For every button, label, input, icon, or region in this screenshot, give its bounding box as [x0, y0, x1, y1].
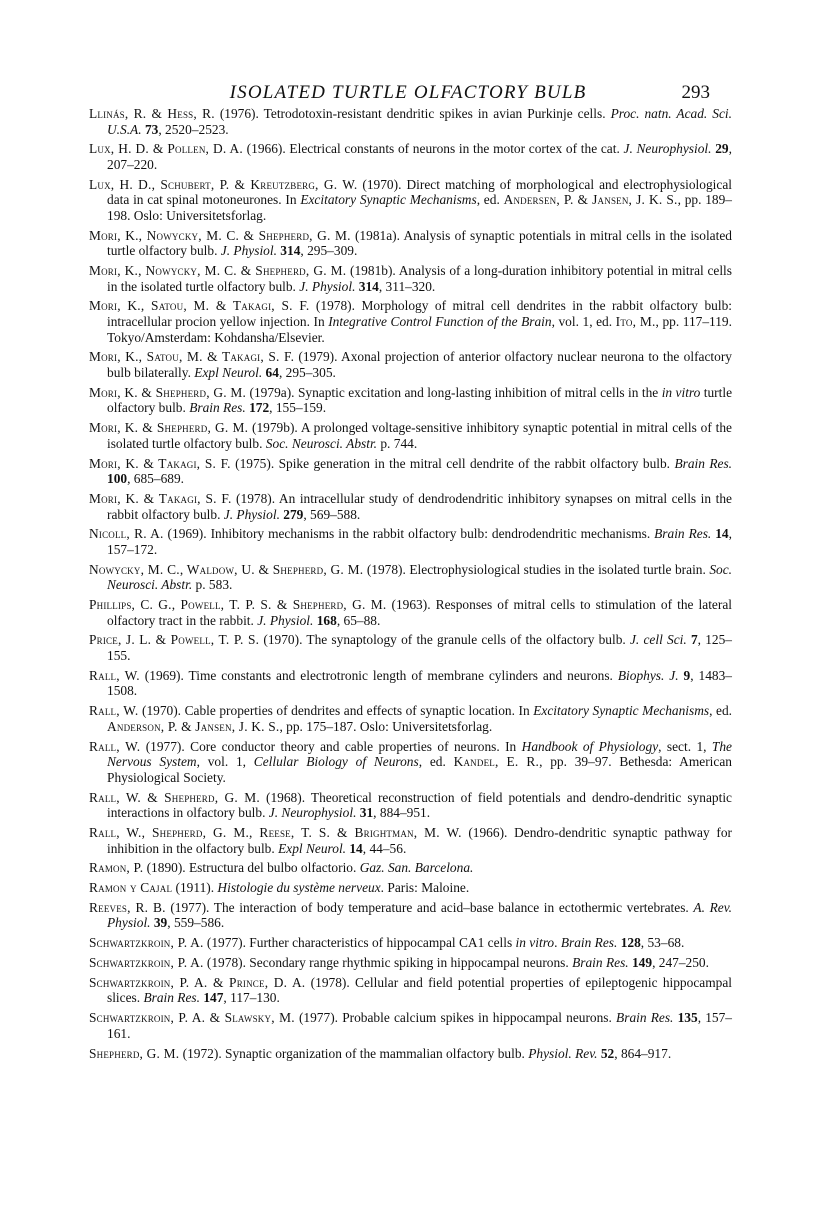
reference-entry — [89, 228, 732, 259]
reference-authors: Rall, W., Shepherd, G. M., Reese, T. S. & Brightman, M. W. — [89, 824, 462, 840]
reference-volume: 73 — [141, 121, 159, 137]
reference-journal: Histologie du système nerveux — [217, 880, 381, 896]
reference-year: (1970). — [357, 176, 407, 192]
reference-journal3: Cellular Biology of Neurons — [253, 754, 419, 770]
reference-tail: , pp. 189–198. Oslo: Universitetsforlag. — [107, 192, 733, 223]
reference-authors: Shepherd, G. M. — [89, 1045, 180, 1061]
reference-pages: , 295–305. — [278, 365, 336, 381]
reference-journal: Handbook of Physiology — [521, 738, 659, 754]
reference-journal: Brain Res. — [143, 990, 200, 1006]
reference-authors: Schwartzkroin, P. A. & Slawsky, M. — [89, 1010, 295, 1026]
reference-year: (1975). — [230, 455, 279, 471]
reference-journal: Brain Res. — [572, 955, 629, 970]
reference-volume: 279 — [279, 506, 304, 522]
reference-journal: Physiol. Rev. — [528, 1045, 598, 1061]
reference-entry — [89, 860, 732, 876]
reference-authors: Nicoll, R. A. — [89, 526, 164, 542]
reference-journal: J. Neurophysiol. — [623, 141, 712, 157]
reference-volume: 314 — [276, 243, 301, 259]
reference-journal: Brain Res. — [560, 935, 618, 951]
reference-volume: 39 — [150, 915, 168, 931]
reference-journal: Integrative Control Function of the Brain — [328, 314, 552, 330]
reference-volume: 7 — [686, 632, 698, 648]
reference-authors: Mori, K. & Shepherd, G. M. — [89, 384, 247, 400]
reference-year: (1911). — [172, 880, 218, 896]
reference-year: (1981b). — [346, 263, 399, 279]
reference-title: Cellular and field potential properties of epileptogenic hippocampal slices. — [107, 974, 732, 1006]
reference-year: (1969). — [139, 667, 189, 683]
reference-authors: Schwartzkroin, P. A. — [89, 935, 204, 951]
reference-volume: 9 — [678, 667, 691, 683]
reference-year: (1890). — [143, 860, 189, 876]
reference-title: Inhibitory mechanisms in the rabbit olfactory bulb: dendrodendritic mechanisms. — [210, 526, 655, 542]
reference-year: (1977). — [165, 899, 214, 915]
reference-authors: Reeves, R. B. — [89, 899, 166, 915]
reference-year: (1978). — [305, 974, 356, 990]
reference-authors: Mori, K., Nowycky, M. C. & Shepherd, G. M. — [89, 263, 347, 279]
reference-entry — [89, 491, 732, 522]
reference-volume: 14 — [711, 526, 729, 542]
reference-title: Analysis of a long-duration inhibitory potential in mitral cells in the isolated turtle olfactory bulb. — [107, 263, 732, 294]
reference-title: Secondary range rhythmic spiking in hippocampal neurons. — [249, 955, 573, 970]
reference-title: Dendro-dendritic synaptic pathway for inhibition in the olfactory bulb. — [107, 824, 732, 856]
reference-title: The interaction of body temperature and acid–base balance in ectothermic vertebrates. — [213, 899, 694, 915]
reference-entry — [89, 955, 732, 971]
reference-authors: Rall, W. & Shepherd, G. M. — [89, 789, 260, 805]
reference-title: Probable calcium spikes in hippocampal neurons. — [342, 1010, 617, 1026]
reference-year: (1979a). — [246, 384, 298, 400]
reference-title: Theoretical reconstruction of field potentials and dendro-dendritic synaptic interactions in olfactory bulb. — [107, 789, 732, 821]
reference-authors: Ramon y Cajal — [89, 880, 173, 896]
reference-journal: Gaz. San. Barcelona. — [359, 860, 474, 876]
reference-editors: Andersen, P. & Jansen, J. K. S. — [503, 192, 678, 208]
reference-entry — [89, 385, 732, 416]
reference-authors: Price, J. L. & Powell, T. P. S. — [89, 632, 260, 648]
reference-journal: Brain Res. — [189, 400, 246, 416]
reference-title: Further characteristics of hippocampal CA1 cells — [249, 935, 516, 951]
reference-title: Responses of mitral cells to stimulation of the lateral olfactory tract in the rabbit. — [107, 597, 733, 628]
reference-editors: Anderson, P. & Jansen, J. K. S. — [107, 718, 280, 734]
reference-authors: Lux, H. D. & Pollen, D. A. — [89, 141, 243, 157]
reference-authors: Mori, K. & Takagi, S. F. — [89, 490, 232, 506]
running-title: ISOLATED TURTLE OLFACTORY BULB — [229, 82, 587, 103]
reference-entry — [89, 668, 732, 699]
reference-title: A prolonged voltage-sensitive inhibitory synaptic potential in mitral cells of the isolated turtle olfactory bulb. — [107, 420, 732, 451]
reference-entry — [89, 263, 732, 294]
reference-volume: 100 — [107, 471, 128, 487]
reference-pages: , 2520–2523. — [158, 121, 229, 137]
reference-pages: p. 744. — [377, 435, 418, 451]
reference-mid2: , ed. — [418, 754, 454, 770]
reference-title-tail: . — [554, 935, 561, 951]
reference-pages: , 125–155. — [107, 632, 732, 664]
reference-title: Tetrodotoxin-resistant dendritic spikes in avian Purkinje cells. — [263, 106, 611, 121]
reference-pages: , 569–588. — [303, 506, 361, 522]
reference-editors: Ito, M. — [615, 314, 656, 330]
reference-authors: Mori, K. & Takagi, S. F. — [89, 455, 231, 471]
reference-entry — [89, 106, 732, 137]
reference-mid: , vol. 1, — [196, 754, 254, 770]
reference-authors: Phillips, C. G., Powell, T. P. S. & Shepherd, G. M. — [89, 597, 387, 613]
reference-pages: , 685–689. — [127, 471, 185, 487]
reference-pages: , 1483–1508. — [107, 667, 732, 699]
reference-authors: Mori, K., Satou, M. & Takagi, S. F. — [89, 349, 295, 365]
reference-pages: , ed. — [709, 703, 732, 719]
reference-volume: 31 — [356, 805, 374, 821]
reference-entry — [89, 526, 732, 557]
reference-title: Electrical constants of neurons in the motor cortex of the cat. — [289, 141, 624, 157]
reference-volume: 29 — [711, 141, 729, 157]
reference-pages: p. 583. — [192, 577, 233, 593]
reference-title: Analysis of synaptic potentials in mitral cells in the isolated turtle olfactory bulb. — [107, 227, 732, 259]
reference-entry — [89, 420, 732, 451]
reference-volume: 147 — [199, 990, 224, 1006]
reference-journal: J. Physiol. — [223, 506, 280, 522]
reference-title: Synaptic excitation and long-lasting inhibition of mitral cells in the — [297, 384, 662, 400]
reference-title: Core conductor theory and cable properties of neurons. In — [190, 738, 522, 754]
page-number: 293 — [681, 82, 710, 103]
reference-journal: A. Rev. Physiol. — [107, 899, 732, 931]
reference-entry — [89, 298, 732, 345]
reference-volume: 135 — [673, 1010, 698, 1026]
reference-journal: Expl Neurol. — [194, 365, 263, 381]
reference-pages: , sect. 1, — [658, 738, 712, 754]
reference-title: Morphology of mitral cell dendrites in the rabbit olfactory bulb: intracellular procion yellow injection. In — [107, 298, 732, 330]
reference-journal: Biophys. J. — [617, 667, 679, 683]
reference-pages: , 864–917. — [614, 1045, 672, 1061]
reference-year: (1977). — [140, 738, 191, 754]
reference-journal: Expl Neurol. — [278, 840, 347, 856]
reference-year: (1966). — [461, 824, 515, 840]
reference-volume: 172 — [245, 400, 270, 416]
reference-authors: Llinás, R. & Hess, R. — [89, 106, 215, 121]
reference-authors: Lux, H. D., Schubert, P. & Kreutzberg, G. W. — [89, 176, 358, 192]
reference-entry — [89, 975, 732, 1006]
reference-title-tail: turtle olfactory bulb. — [107, 384, 733, 416]
reference-tail: , pp. 175–187. Oslo: Universitetsforlag. — [279, 718, 493, 734]
reference-pages: , 155–159. — [269, 400, 327, 416]
reference-pages: , 247–250. — [652, 955, 709, 970]
reference-pages: , ed. — [476, 192, 504, 208]
reference-title: Estructura del bulbo olfactorio. — [189, 860, 360, 876]
reference-year: (1977). — [203, 935, 250, 951]
reference-volume: 128 — [617, 935, 641, 951]
reference-journal: J. Physiol. — [220, 243, 277, 259]
reference-journal: J. Physiol. — [257, 612, 314, 628]
reference-year: (1963). — [386, 597, 436, 613]
reference-year: (1978). — [231, 490, 279, 506]
reference-year: (1972). — [179, 1045, 226, 1061]
reference-journal: Excitatory Synaptic Mechanisms — [300, 192, 477, 208]
reference-pages: , 117–130. — [223, 990, 280, 1006]
reference-journal: Soc. Neurosci. Abstr. — [107, 561, 732, 593]
reference-title: Direct matching of morphological and electrophysiological data in cat spinal motoneurones. In — [107, 176, 732, 208]
reference-title: Electrophysiological studies in the isolated turtle brain. — [409, 561, 710, 577]
reference-authors: Rall, W. — [89, 703, 139, 719]
reference-entry — [89, 456, 732, 487]
reference-volume: 168 — [313, 612, 337, 628]
reference-pages: , 207–220. — [107, 141, 732, 172]
reference-volume: 314 — [355, 278, 379, 294]
reference-pages: , 311–320. — [378, 278, 436, 294]
reference-year: (1979b). — [248, 420, 301, 436]
reference-tail: , pp. 117–119. Tokyo/Amsterdam: Kohdansha/Elsevier. — [107, 314, 732, 345]
reference-entry — [89, 597, 732, 628]
reference-title-it: in vitro — [515, 935, 555, 951]
reference-entry — [89, 1046, 732, 1062]
reference-authors: Schwartzkroin, P. A. — [89, 955, 204, 970]
reference-year: (1969). — [163, 526, 211, 542]
reference-entry — [89, 562, 732, 593]
reference-journal2: The Nervous System — [107, 738, 732, 770]
reference-journal: Soc. Neurosci. Abstr. — [265, 435, 378, 451]
reference-title: Time constants and electrotronic length of membrane cylinders and neurons. — [188, 667, 618, 683]
reference-entry — [89, 703, 732, 734]
reference-year: (1978). — [203, 955, 250, 970]
reference-year: (1966). — [242, 141, 290, 157]
reference-entry — [89, 177, 732, 224]
reference-authors: Nowycky, M. C., Waldow, U. & Shepherd, G. M. — [89, 561, 364, 577]
reference-year: (1968). — [259, 789, 311, 805]
reference-journal: J. Physiol. — [299, 278, 356, 294]
reference-pages: , 884–951. — [373, 805, 431, 821]
reference-entry — [89, 900, 732, 931]
reference-entry — [89, 880, 732, 896]
running-head — [0, 82, 816, 106]
reference-pages: , vol. 1, ed. — [551, 314, 616, 330]
reference-pages: , 53–68. — [640, 935, 685, 951]
reference-year: (1978). — [309, 298, 362, 314]
reference-volume: 64 — [262, 365, 279, 381]
reference-title: The synaptology of the granule cells of the olfactory bulb. — [306, 632, 630, 648]
reference-pages: , 157–161. — [107, 1010, 732, 1041]
reference-pages: , 295–309. — [300, 243, 358, 259]
reference-authors: Rall, W. — [89, 738, 141, 754]
reference-authors: Mori, K., Satou, M. & Takagi, S. F. — [89, 298, 310, 314]
reference-year: (1970). — [138, 703, 185, 719]
reference-authors: Schwartzkroin, P. A. & Prince, D. A. — [89, 974, 306, 990]
reference-journal: Proc. natn. Acad. Sci. U.S.A. — [107, 106, 732, 137]
reference-journal: J. cell Sci. — [629, 632, 687, 648]
reference-editors: Kandel, E. R. — [453, 754, 540, 770]
reference-year: (1976). — [214, 106, 264, 121]
reference-authors: Mori, K., Nowycky, M. C. & Shepherd, G. M. — [89, 227, 351, 243]
reference-pages: , 157–172. — [107, 526, 732, 557]
reference-entry — [89, 632, 732, 663]
reference-volume: 52 — [597, 1045, 615, 1061]
reference-year: (1979). — [294, 349, 342, 365]
reference-pages: , 44–56. — [362, 840, 407, 856]
reference-authors: Mori, K. & Shepherd, G. M. — [89, 420, 249, 436]
reference-year: (1981a). — [350, 227, 404, 243]
reference-year: (1978). — [363, 561, 410, 577]
reference-authors: Ramon, P. — [89, 860, 144, 876]
reference-volume: 149 — [628, 955, 653, 970]
reference-title-it: in vitro — [661, 384, 701, 400]
reference-entry — [89, 790, 732, 821]
reference-tail: , pp. 39–97. Bethesda: American Physiological Society. — [107, 754, 732, 785]
reference-journal: Brain Res. — [654, 526, 712, 542]
reference-entry — [89, 1010, 732, 1041]
reference-title: An intracellular study of dendrodendritic inhibitory synapses on mitral cells in the rabbit olfactory bulb. — [107, 490, 732, 522]
reference-title: Cable properties of dendrites and effects of synaptic location. In — [184, 703, 534, 719]
reference-entry — [89, 349, 732, 380]
reference-pages: , 559–586. — [167, 915, 225, 931]
reference-title: Axonal projection of anterior olfactory nuclear neurona to the olfactory bulb bilaterally. — [107, 349, 732, 381]
reference-journal: Excitatory Synaptic Mechanisms — [533, 703, 710, 719]
reference-entry — [89, 935, 732, 951]
reference-year: (1970). — [259, 632, 307, 648]
reference-entry — [89, 825, 732, 856]
reference-journal: Brain Res. — [616, 1010, 674, 1026]
reference-journal: J. Neurophysiol. — [268, 805, 357, 821]
reference-list — [89, 106, 732, 1065]
reference-pages: . Paris: Maloine. — [380, 880, 470, 896]
reference-pages: , 65–88. — [336, 612, 381, 628]
reference-title: Spike generation in the mitral cell dendrite of the rabbit olfactory bulb. — [278, 455, 675, 471]
reference-entry — [89, 141, 732, 172]
reference-authors: Rall, W. — [89, 667, 140, 683]
reference-year: (1977). — [294, 1010, 343, 1026]
reference-entry — [89, 739, 732, 786]
reference-volume: 14 — [346, 840, 363, 856]
reference-title: Synaptic organization of the mammalian olfactory bulb. — [225, 1045, 529, 1061]
reference-journal: Brain Res. — [674, 455, 733, 471]
